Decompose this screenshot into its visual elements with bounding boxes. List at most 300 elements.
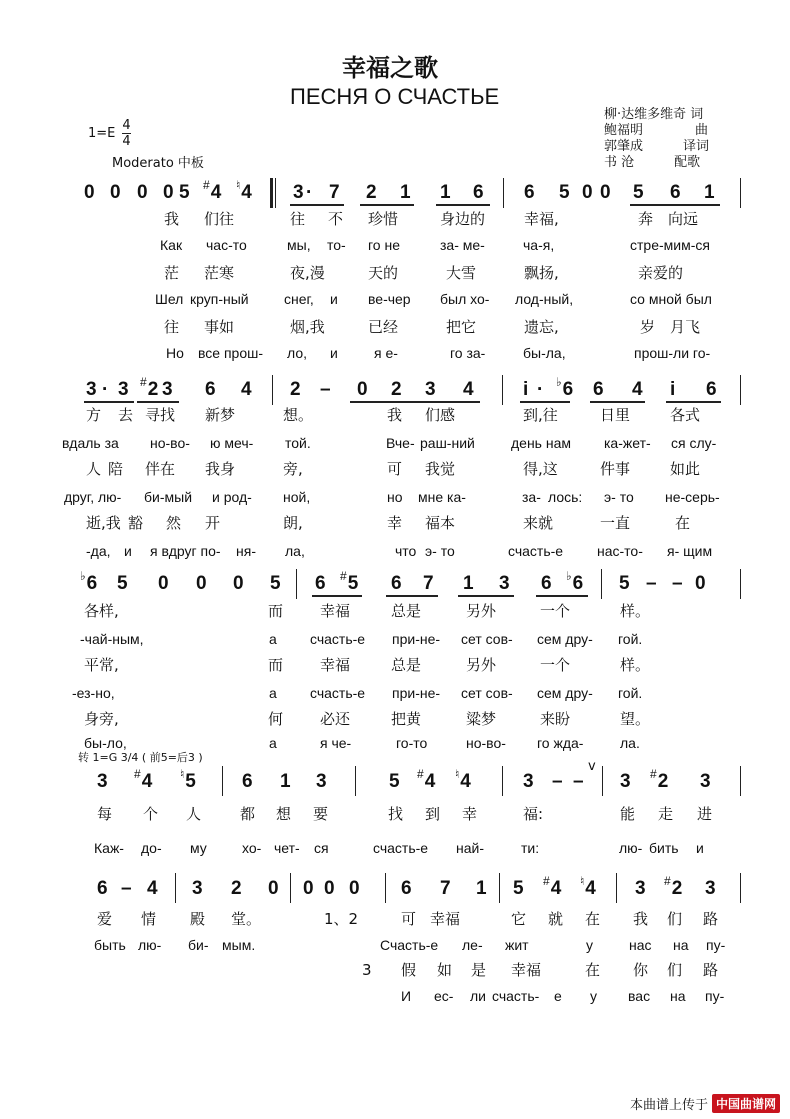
- note: 0: [303, 878, 314, 899]
- note: 0: [84, 182, 95, 203]
- lyric: 人: [86, 460, 102, 478]
- note: 3: [192, 878, 203, 899]
- note: #4: [417, 767, 436, 792]
- lyric: 样。: [620, 656, 651, 674]
- dash: –: [320, 379, 331, 400]
- lyric-ru: чет-: [274, 840, 300, 856]
- tempo-marking: Moderato 中板: [112, 156, 204, 171]
- lyric-ru: Вче-: [386, 435, 415, 451]
- barline: [222, 766, 223, 796]
- note: 0: [233, 573, 244, 594]
- lyric-ru: Но: [166, 345, 184, 361]
- beam: [137, 401, 179, 403]
- note: 1: [704, 182, 715, 203]
- note: 3: [499, 573, 510, 594]
- note: 3: [97, 771, 108, 792]
- key-signature: 1=E: [88, 126, 116, 141]
- lyric-ru: у: [590, 988, 597, 1004]
- lyric: 望。: [620, 710, 651, 728]
- dot: ·: [102, 379, 109, 400]
- lyric-ru: сет сов-: [461, 685, 513, 701]
- lyric-ru: -да,: [86, 543, 111, 559]
- lyric: 们: [667, 961, 683, 979]
- lyric: 身边的: [440, 210, 486, 228]
- beam: [536, 595, 588, 597]
- lyric-ru: а: [269, 631, 277, 647]
- lyric: 事如: [204, 318, 235, 336]
- note: 5: [559, 182, 570, 203]
- note: #4: [203, 178, 222, 203]
- lyric-ru: вас: [628, 988, 651, 1004]
- lyric: 我身: [205, 460, 236, 478]
- title-chinese: 幸福之歌: [342, 53, 438, 82]
- barline: [502, 375, 503, 405]
- site-logo[interactable]: 中国曲谱网: [712, 1094, 780, 1113]
- lyric: 珍惜: [368, 210, 399, 228]
- note: 6: [593, 379, 604, 400]
- lyric-ru: друг, лю-: [64, 489, 122, 505]
- lyric: 幸福,: [524, 210, 559, 228]
- lyric: 另外: [466, 602, 497, 620]
- lyric: 平常,: [84, 656, 119, 674]
- lyric-ru: Шел: [155, 291, 184, 307]
- lyric: 在: [675, 514, 691, 532]
- site-footer: [630, 1094, 780, 1113]
- lyric-ru: сем дру-: [537, 631, 593, 647]
- lyric: 堂。: [231, 910, 262, 928]
- barline: [290, 873, 291, 903]
- beam: [436, 204, 490, 206]
- note: ♮4: [580, 874, 596, 899]
- lyric: 殿: [190, 910, 206, 928]
- note: 6: [97, 878, 108, 899]
- note: 3: [635, 878, 646, 899]
- lyric: 都: [240, 805, 256, 823]
- lyric-ru: счасть-е: [310, 685, 366, 701]
- lyric-ru: го не: [368, 237, 400, 253]
- note: #4: [543, 874, 562, 899]
- lyric-ru: пу-: [706, 937, 726, 953]
- barline: [296, 569, 297, 599]
- title-russian: ПЕСНЯ О СЧАСТЬЕ: [290, 84, 500, 109]
- lyric: 进: [697, 805, 713, 823]
- lyric-ru: бить: [649, 840, 679, 856]
- lyric: 烟,我: [290, 318, 325, 336]
- lyric-ru: ка-жет-: [604, 435, 651, 451]
- lyric: 飘扬,: [524, 264, 559, 282]
- note: ♮4: [236, 178, 252, 203]
- lyric: 总是: [391, 656, 422, 674]
- barline: [601, 569, 602, 599]
- lyric: 可: [401, 910, 417, 928]
- lyric-ru: за- ме-: [440, 237, 485, 253]
- credit-lyricist: 柳·达维多维奇 词: [604, 107, 704, 122]
- lyric-ru: на: [670, 988, 686, 1004]
- note: 0: [582, 182, 593, 203]
- lyric: 假: [401, 961, 417, 979]
- lyric: 豁: [128, 514, 144, 532]
- lyric-ru: ло,: [287, 345, 308, 361]
- lyric: 然: [166, 514, 182, 532]
- note: 1: [440, 182, 451, 203]
- note: 4: [147, 878, 158, 899]
- note: #2: [664, 874, 683, 899]
- repeat-bar-thin: [275, 178, 276, 208]
- lyric: 岁: [640, 318, 656, 336]
- note: ♮4: [455, 767, 471, 792]
- note: 3: [705, 878, 716, 899]
- barline: [740, 375, 741, 405]
- lyric-ru: мне ка-: [418, 489, 466, 505]
- note: 5: [270, 573, 281, 594]
- lyric: 们感: [425, 406, 456, 424]
- note: 1: [280, 771, 291, 792]
- lyric: 另外: [466, 656, 497, 674]
- note: 3: [118, 379, 129, 400]
- lyric: 陪: [108, 460, 124, 478]
- note: 6: [205, 379, 216, 400]
- note: 6: [401, 878, 412, 899]
- lyric-ru: бы-ла,: [523, 345, 566, 361]
- lyric-ru: лось:: [548, 489, 583, 505]
- lyric: 我: [164, 210, 180, 228]
- note: 6: [473, 182, 484, 203]
- beam: [520, 401, 570, 403]
- lyric: 到,往: [523, 406, 558, 424]
- lyric: 往: [290, 210, 306, 228]
- lyric-ru: го жда-: [537, 735, 584, 751]
- lyric: 每: [97, 805, 113, 823]
- lyric: 在: [585, 910, 601, 928]
- lyric-ru: Счасть-е: [380, 937, 439, 953]
- lyric: 大雪: [446, 264, 477, 282]
- note: 0: [349, 878, 360, 899]
- credit-translator: 郭肇成 译词: [604, 139, 710, 154]
- lyric: 爱: [97, 910, 113, 928]
- lyric-ru: нас-то-: [597, 543, 643, 559]
- lyric: 幸福: [320, 656, 351, 674]
- lyric-ru: гой.: [618, 685, 643, 701]
- lyric-ru: я че-: [320, 735, 352, 751]
- lyric: 想: [276, 805, 292, 823]
- note: 0: [137, 182, 148, 203]
- lyric-ru: не-серь-: [665, 489, 720, 505]
- lyric: 奔: [638, 210, 654, 228]
- beam: [630, 204, 720, 206]
- lyric-ru: сет сов-: [461, 631, 513, 647]
- repeat-bar: [270, 178, 273, 208]
- lyric-ru: ла,: [285, 543, 305, 559]
- lyric: 福:: [523, 805, 544, 823]
- lyric: 把黄: [391, 710, 422, 728]
- dash: –: [552, 771, 563, 792]
- lyric: 它: [511, 910, 527, 928]
- lyric-ru: най-: [456, 840, 484, 856]
- lyric-ru: а: [269, 735, 277, 751]
- note: 3: [700, 771, 711, 792]
- lyric-ru: со мной был: [630, 291, 712, 307]
- note: 1: [400, 182, 411, 203]
- note: 3: [425, 379, 436, 400]
- lyric-ru: ве-чер: [368, 291, 411, 307]
- lyric: 能: [620, 805, 636, 823]
- beam: [386, 595, 438, 597]
- lyric-ru: ня-: [236, 543, 256, 559]
- lyric-ru: я- щим: [667, 543, 713, 559]
- lyric: 朗,: [283, 514, 303, 532]
- lyric-ru: на: [673, 937, 689, 953]
- lyric-ru: му: [190, 840, 207, 856]
- note: i: [670, 379, 676, 400]
- lyric-ru: круп-ный: [190, 291, 249, 307]
- lyric: 幸: [462, 805, 478, 823]
- lyric: 到: [425, 805, 441, 823]
- lyric-ru: вдаль за: [62, 435, 119, 451]
- lyric-ru: пу-: [705, 988, 725, 1004]
- lyric: 可: [387, 460, 403, 478]
- lyric-ru: что: [395, 543, 417, 559]
- note: 7: [440, 878, 451, 899]
- lyric: 总是: [391, 602, 422, 620]
- dot: ·: [537, 379, 544, 400]
- lyric: 路: [703, 961, 719, 979]
- lyric: 幸: [387, 514, 403, 532]
- lyric: 开: [205, 514, 221, 532]
- lyric: 月飞: [670, 318, 701, 336]
- lyric: 旁,: [283, 460, 303, 478]
- dash: –: [573, 771, 584, 792]
- lyric-ru: -ез-но,: [72, 685, 115, 701]
- key-change-marking: 转 1=G 3/4 ( 前5=后3 ): [78, 751, 203, 764]
- lyric-ru: ча-я,: [523, 237, 555, 253]
- lyric: 路: [703, 910, 719, 928]
- lyric: 如: [437, 961, 453, 979]
- dash: –: [646, 573, 657, 594]
- beam: [350, 401, 480, 403]
- lyric: 人: [186, 805, 202, 823]
- note: #5: [340, 569, 359, 594]
- lyric: 走: [658, 805, 674, 823]
- lyric: 们: [667, 910, 683, 928]
- lyric: 夜,漫: [290, 264, 325, 282]
- breath-mark: v: [588, 759, 596, 774]
- lyric-ru: счасть-е: [373, 840, 429, 856]
- note: 6: [670, 182, 681, 203]
- dash: –: [672, 573, 683, 594]
- note: #2: [650, 767, 669, 792]
- lyric-ru: нас: [629, 937, 652, 953]
- dot: ·: [306, 182, 313, 203]
- lyric: 来盼: [540, 710, 571, 728]
- lyric-ru: все прош-: [198, 345, 264, 361]
- lyric-ru: прош-ли го-: [634, 345, 711, 361]
- note: 6: [242, 771, 253, 792]
- note: 6: [541, 573, 552, 594]
- lyric-ru: и: [330, 345, 338, 361]
- barline: [740, 178, 741, 208]
- note: 5: [117, 573, 128, 594]
- note: i: [523, 379, 529, 400]
- lyric-ru: э- то: [604, 489, 634, 505]
- note: 2: [290, 379, 301, 400]
- lyric: 亲爱的: [638, 264, 684, 282]
- lyric-ru: го за-: [450, 345, 486, 361]
- lyric: 一直: [600, 514, 631, 532]
- lyric-ru: ла.: [620, 735, 640, 751]
- note: 3: [86, 379, 97, 400]
- lyric: 茫寒: [204, 264, 235, 282]
- lyric-ru: ной,: [283, 489, 311, 505]
- lyric: 往: [164, 318, 180, 336]
- lyric-ru: я е-: [374, 345, 398, 361]
- lyric: 各样,: [84, 602, 119, 620]
- time-signature: [122, 119, 131, 148]
- lyric-ru: ес-: [434, 988, 454, 1004]
- credit-composer: 鲍福明 曲: [604, 123, 709, 138]
- lyric: 情: [141, 910, 157, 928]
- lyric-ru: счасть-е: [508, 543, 564, 559]
- note: 3: [316, 771, 327, 792]
- note: 1: [476, 878, 487, 899]
- lyric-ru: стре-мим-ся: [630, 237, 710, 253]
- lyric: 来就: [523, 514, 554, 532]
- lyric-ru: гой.: [618, 631, 643, 647]
- upload-notice: 本曲谱上传于: [629, 1098, 708, 1113]
- note: 0: [158, 573, 169, 594]
- lyric: 找: [388, 805, 404, 823]
- note: 5: [179, 182, 190, 203]
- note: #2: [140, 375, 159, 400]
- time-bottom: 4: [122, 134, 131, 149]
- lyric: 样。: [620, 602, 651, 620]
- lyric: 想。: [283, 406, 314, 424]
- lyric: 各式: [670, 406, 701, 424]
- lyric: 你: [633, 961, 649, 979]
- lyric: 我觉: [425, 460, 456, 478]
- note: 4: [463, 379, 474, 400]
- beam: [458, 595, 514, 597]
- lyric: 必还: [320, 710, 351, 728]
- note: 7: [423, 573, 434, 594]
- lyric-ru: мы,: [287, 237, 311, 253]
- note: 2: [366, 182, 377, 203]
- lyric: 件事: [600, 460, 631, 478]
- barline: [740, 873, 741, 903]
- lyric-ru: счасть-е: [310, 631, 366, 647]
- lyric-ru: ю меч-: [210, 435, 254, 451]
- lyric: 在: [585, 961, 601, 979]
- lyric-ru: у: [586, 937, 593, 953]
- lyric-ru: Каж-: [94, 840, 124, 856]
- lyric: 3: [362, 961, 372, 979]
- lyric: 要: [313, 805, 329, 823]
- lyric-ru: жит: [505, 937, 529, 953]
- lyric: 逝,我: [86, 514, 121, 532]
- lyric: 幸福: [511, 961, 542, 979]
- lyric: 1、2: [324, 910, 359, 928]
- note: 0: [695, 573, 706, 594]
- note: 0: [268, 878, 279, 899]
- barline: [175, 873, 176, 903]
- note: 5: [389, 771, 400, 792]
- lyric: 把它: [446, 318, 477, 336]
- lyric-ru: ти:: [521, 840, 540, 856]
- note: 5: [633, 182, 644, 203]
- lyric: 茫: [164, 264, 180, 282]
- note: 3: [293, 182, 304, 203]
- note: ♮5: [180, 767, 196, 792]
- lyric-ru: и: [696, 840, 704, 856]
- lyric-ru: го-то: [396, 735, 428, 751]
- lyric-ru: был хо-: [440, 291, 490, 307]
- lyric-ru: счасть-: [492, 988, 540, 1004]
- barline: [272, 375, 273, 405]
- note: 4: [632, 379, 643, 400]
- note: 7: [329, 182, 340, 203]
- note: 2: [391, 379, 402, 400]
- lyric: 我: [633, 910, 649, 928]
- lyric-ru: а: [269, 685, 277, 701]
- lyric: 去: [118, 406, 134, 424]
- lyric: 就: [548, 910, 564, 928]
- lyric: 粱梦: [466, 710, 497, 728]
- note: 0: [163, 182, 174, 203]
- lyric: 遗忘,: [524, 318, 559, 336]
- lyric: 是: [471, 961, 487, 979]
- lyric-ru: за-: [522, 489, 541, 505]
- lyric-ru: до-: [141, 840, 162, 856]
- note: 4: [241, 379, 252, 400]
- lyric-ru: хо-: [242, 840, 262, 856]
- note: ♭6: [556, 375, 574, 400]
- lyric: 一个: [540, 656, 571, 674]
- note: 6: [524, 182, 535, 203]
- lyric: 得,这: [523, 460, 558, 478]
- lyric-ru: и: [330, 291, 338, 307]
- lyric: 我: [387, 406, 403, 424]
- lyric-ru: но-во-: [466, 735, 506, 751]
- lyric-ru: ле-: [462, 937, 483, 953]
- lyric: 方: [86, 406, 102, 424]
- lyric: 不: [328, 210, 344, 228]
- lyric-ru: ся слу-: [671, 435, 717, 451]
- lyric: 而: [268, 656, 284, 674]
- barline: [355, 766, 356, 796]
- lyric: 幸福: [320, 602, 351, 620]
- lyric-ru: бы-ло,: [84, 735, 127, 751]
- lyric-ru: би-мый: [144, 489, 193, 505]
- note: 6: [315, 573, 326, 594]
- note: ♭6: [566, 569, 584, 594]
- lyric: 新梦: [205, 406, 236, 424]
- note: 0: [324, 878, 335, 899]
- lyric: 一个: [540, 602, 571, 620]
- lyric: 向远: [668, 210, 699, 228]
- lyric: 寻找: [145, 406, 176, 424]
- note: 0: [196, 573, 207, 594]
- lyric: 天的: [368, 264, 399, 282]
- lyric: 身旁,: [84, 710, 119, 728]
- beam: [84, 401, 134, 403]
- lyric-ru: мым.: [222, 937, 256, 953]
- note: 0: [110, 182, 121, 203]
- note: 0: [357, 379, 368, 400]
- note: 1: [463, 573, 474, 594]
- lyric-ru: И: [401, 988, 412, 1004]
- lyric-ru: то-: [327, 237, 346, 253]
- lyric: 伴在: [145, 460, 176, 478]
- beam: [590, 401, 645, 403]
